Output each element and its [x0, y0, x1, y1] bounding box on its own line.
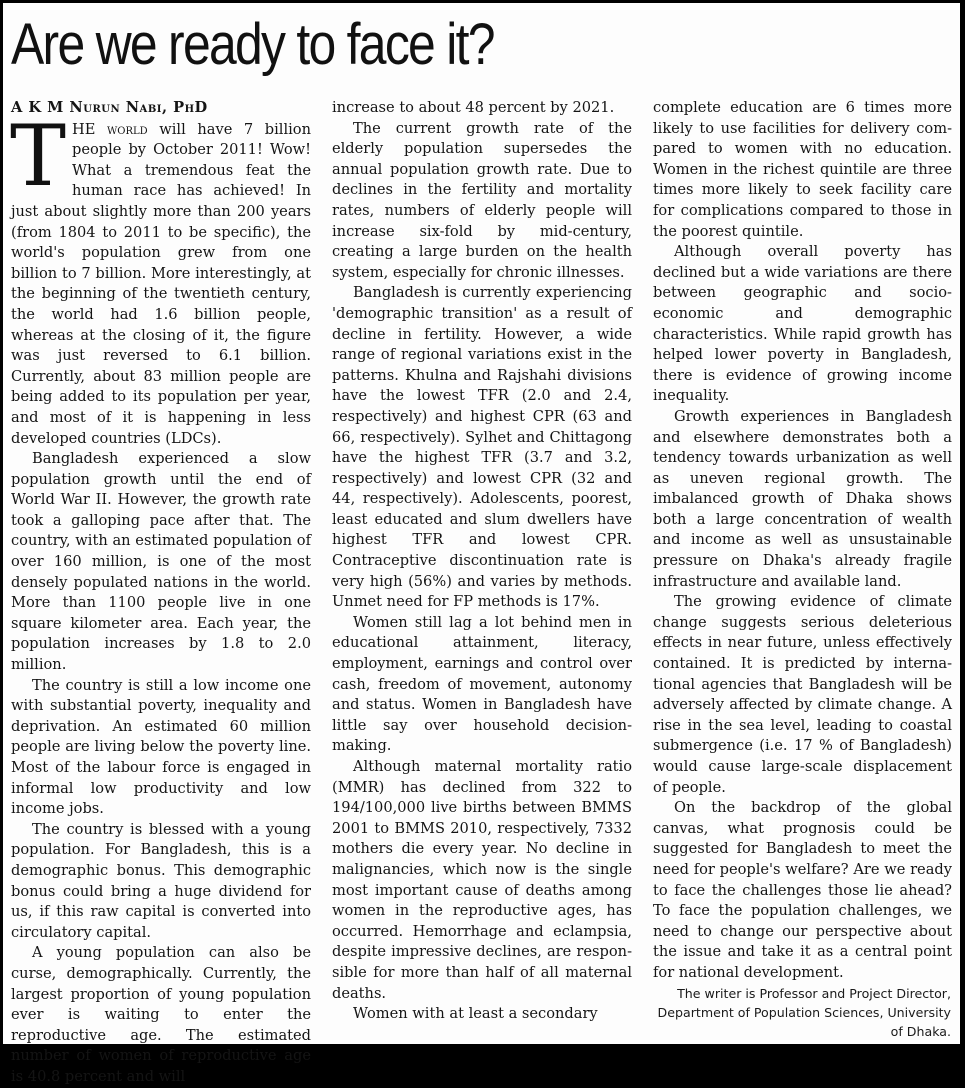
- column-3: [653, 98, 952, 1036]
- paragraph-9: Although maternal mortality ratio (MMR) has declined from 322 to 194/100,000 live births between BMMS 2001 to BMMS 2010, respectively, 7332 mothers die every year. No decline in malignancies, which now is the single most important cause of deaths among women in the reproductive ages, has occurred. Hemorrhage and eclampsia, despite impressive declines, are responsible for more than half of all maternal deaths.: [332, 758, 632, 1002]
- column-1: [10, 98, 311, 1085]
- paragraph-2: Bangladesh experienced a slow population growth until the end of World War II. However, the growth rate took a galloping pace after that. The country, with an estimated population of over 160 million, is one of the most densely populated nations in the world. More than 1100 people live in one square kilometer area. Each year, the population increases by 1.8 to 2.0 million.: [11, 450, 311, 674]
- paragraph-12: Growth experiences in Bangladesh and elsewhere demonstrates both a tendency towards urbanization as well as uneven regional growth. The imbalanced growth of Dhaka shows both a large concentration of wealth and income as well as unsustainable pressure on Dhaka's already fragile infrastructure and available land.: [653, 407, 952, 590]
- paragraph-10: Women with at least a secondary: [353, 1005, 598, 1023]
- paragraph-10-continued: complete education are 6 times more likely to use facilities for delivery compared to women with no education. Women in the richest quintile are three times more likely to seek facility care for complications compared to those in the poorest quintile.: [653, 99, 952, 240]
- lead-in: HE world: [72, 120, 148, 138]
- column-2: [332, 98, 632, 1036]
- drop-cap: T: [10, 106, 67, 205]
- paragraph-8: Women still lag a lot behind men in educational attainment, literacy, employment, earnings and control over cash, freedom of movement, autonomy and status. Women in Bangladesh have little say over household decision-making.: [332, 613, 632, 755]
- paragraph-7: Bangladesh is currently experiencing 'demographic transition' as a result of decline in fertility. However, a wide range of regional variations exist in the patterns. Khulna and Rajshahi divisions have the lowest TFR (2.0 and 2.4, respectively) and highest CPR (63 and 66, respectively). Sylhet and Chittagong have the highest TFR (3.7 and 3.2, respectively) and lowest CPR (32 and 44, respectively). Adolescents, poorest, least educated and slum dwellers have highest TFR and lowest CPR. Contraceptive discontinuation rate is very high (56%) and varies by methods. Unmet need for FP methods is 17%.: [332, 284, 632, 611]
- paragraph-5-continued: increase to about 48 percent by 2021.: [332, 99, 615, 116]
- paragraph-6: The current growth rate of the elderly population supersedes the annual population growth rate. Due to declines in the fertility and mortality rates, numbers of elderly people will increase six-fold by mid-century, creating a large burden on the health system, especially for chronic illnesses.: [332, 119, 632, 281]
- paragraph-5: A young population can also be curse, demographically. Currently, the largest proportion of young population ever is waiting to enter the reproductive age. The estimated number of women of reproductive age is 40.8 percent and will: [11, 944, 311, 1085]
- paragraph-11: Although overall poverty has declined but a wide variations are there between geographic and socio-economic and demographic characteristics. While rapid growth has helped lower poverty in Bangladesh, there is evidence of growing income inequality.: [653, 243, 952, 405]
- newspaper-page: [3, 3, 960, 1085]
- headline: Are we ready to face it?: [11, 12, 494, 77]
- paragraph-3: The country is still a low income one with substantial poverty, inequality and deprivation. An estimated 60 million people are living below the poverty line. Most of the labour force is engaged in informal low productivity and low income jobs.: [11, 676, 311, 818]
- paragraph-13: The growing evidence of climate change suggests serious deleterious effects in near future, unless effectively contained. It is predicted by international agencies that Bangladesh will be adversely affected by climate change. A rise in the sea level, leading to coastal submergence (i.e. 17 % of Bangladesh) would cause large-scale displacement of people.: [653, 593, 952, 796]
- paragraph-14: On the backdrop of the global canvas, what prognosis could be suggested for Bangladesh to meet the need for people's welfare? Are we ready to face the challenges those lie ahead? To face the population challenges, we need to change our perspective about the issue and take it as a central point for national development.: [653, 799, 952, 981]
- byline: A K M Nurun Nabi, PhD: [11, 99, 208, 116]
- author-credit: The writer is Professor and Project Director, Department of Population Sciences, University of Dhaka.: [657, 986, 951, 1039]
- paragraph-4: The country is blessed with a young population. For Bangladesh, this is a demographic bonus. This demographic bonus could bring a huge dividend for us, if this raw capital is converted into circulatory capital.: [11, 820, 311, 941]
- paragraph-text: will have 7 billion people by October 2011! Wow! What a tremendous feat the human race has achieved! In just about slightly more than 200 years (from 1804 to 2011 to be specific), the world's population grew from one billion to 7 billion. More interestingly, at the beginning of the twentieth century, the world had 1.6 billion people, whereas at the closing of it, the figure was just reversed to 6.1 billion. Currently, about 83 million people are being added to its population per year, and most of it is happening in less developed countries (LDCs).: [11, 120, 311, 447]
